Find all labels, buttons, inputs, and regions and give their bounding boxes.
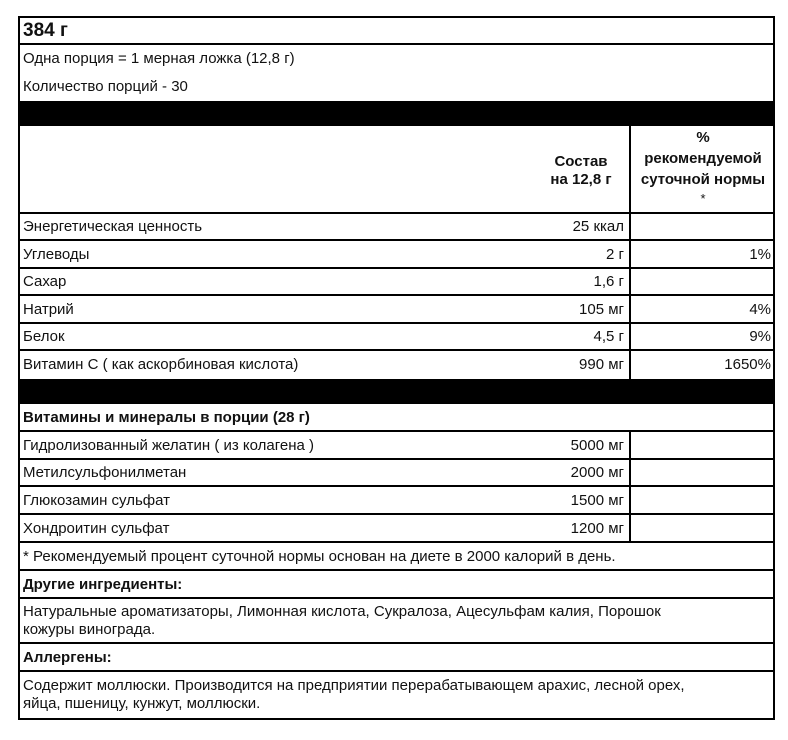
column-divider [629,269,631,294]
ingredient-name: Глюкозамин сульфат [23,492,171,509]
footnote: * Рекомендуемый процент суточной нормы основан на диете в 2000 калорий в день. [23,548,616,565]
other-ingredients-text-line2: кожуры винограда. [23,621,156,638]
nutrient-amount: 105 мг [579,301,624,318]
ingredient-amount: 5000 мг [570,437,624,454]
other-ingredients-title-row [20,571,773,599]
column-divider [629,126,631,212]
allergens-text-line1: Содержит моллюски. Производится на предприятии перерабатывающем арахис, лесной орех, [23,677,685,694]
net-weight: 384 г [23,20,68,41]
amount-header-line1: Состав [554,153,608,170]
column-divider [629,515,631,541]
vitamins-title: Витамины и минералы в порции (28 г) [23,409,310,426]
ingredient-name: Хондроитин сульфат [23,520,170,537]
nutrient-amount: 990 мг [579,356,624,373]
table-row [20,351,773,379]
other-ingredients-text-line1: Натуральные ароматизаторы, Лимонная кислота, Сукралоза, Ацесульфам калия, Порошок [23,603,661,620]
column-divider [629,460,631,485]
weight-row [20,18,773,45]
column-divider [629,241,631,267]
table-row [20,296,773,324]
ingredient-amount: 2000 мг [570,464,624,481]
column-divider [629,214,631,239]
nutrient-percent: 4% [749,301,771,318]
ingredient-name: Гидролизованный желатин ( из колагена ) [23,437,315,454]
allergens-title: Аллергены: [23,649,112,666]
ingredient-amount: 1500 мг [570,492,624,509]
servings-count: Количество порций - 30 [23,78,188,95]
allergens-row [20,672,773,718]
nutrition-facts-panel [18,16,775,720]
percent-header-line3: суточной нормы [640,171,766,188]
divider-bar [20,379,773,404]
column-divider [629,351,631,379]
other-ingredients-title: Другие ингредиенты: [23,576,183,593]
allergens-title-row [20,644,773,672]
column-divider [629,432,631,458]
vitamins-title-row [20,404,773,432]
list-item [20,487,773,515]
serving-size: Одна порция = 1 мерная ложка (12,8 г) [23,50,295,67]
column-divider [629,324,631,349]
nutrient-name: Белок [23,328,65,345]
servings-count-row [20,73,773,101]
nutrient-name: Натрий [23,301,74,318]
nutrient-amount: 4,5 г [593,328,624,345]
list-item [20,432,773,460]
table-row [20,269,773,296]
serving-row [20,45,773,73]
percent-header-asterisk: * [700,191,706,206]
nutrient-amount: 2 г [606,246,624,263]
percent-header-line1: % [696,129,710,146]
percent-header-line2: рекомендуемой [644,150,762,167]
list-item [20,460,773,487]
column-divider [629,296,631,322]
nutrient-name: Углеводы [23,246,90,263]
footnote-row [20,543,773,571]
nutrient-percent: 1% [749,246,771,263]
nutrient-amount: 25 ккал [572,218,624,235]
nutrient-percent: 1650% [724,356,771,373]
column-divider [629,487,631,513]
ingredient-name: Метилсульфонилметан [23,464,187,481]
nutrient-name: Энергетическая ценность [23,218,203,235]
divider-bar [20,101,773,126]
table-row [20,324,773,351]
table-header-row [20,126,773,214]
ingredient-amount: 1200 мг [570,520,624,537]
nutrient-name: Витамин С ( как аскорбиновая кислота) [23,356,299,373]
allergens-text-line2: яйца, пшеницу, кунжут, моллюски. [23,695,261,712]
nutrient-name: Сахар [23,273,67,290]
other-ingredients-row [20,599,773,644]
table-row [20,241,773,269]
nutrient-amount: 1,6 г [593,273,624,290]
list-item [20,515,773,543]
amount-header-line2: на 12,8 г [550,171,612,188]
table-row [20,214,773,241]
nutrient-percent: 9% [749,328,771,345]
